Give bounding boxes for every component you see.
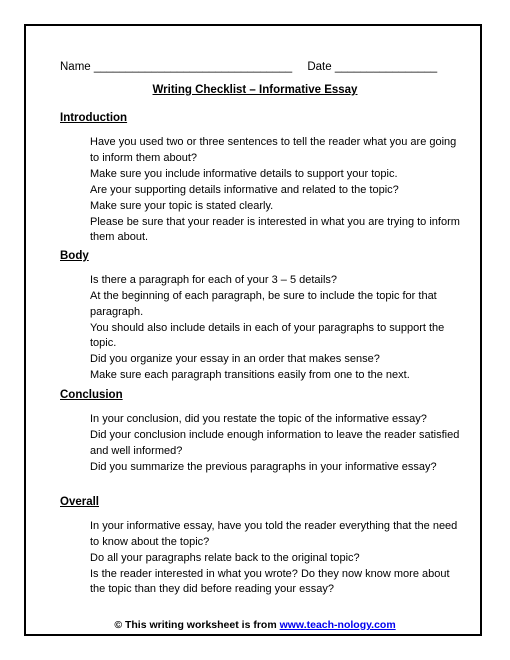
list-item: Are your supporting details informative and related to the topic? bbox=[90, 183, 399, 196]
list-item: Make sure each paragraph transitions easily from one to the next. bbox=[90, 369, 410, 381]
footer-credit bbox=[0, 619, 510, 631]
list-item: Have you used two or three sentences to tell the reader what you are going to inform them about? bbox=[90, 136, 457, 164]
section-heading-body: Body bbox=[60, 250, 89, 262]
list-item: Is the reader interested in what you wrote? Do they now know more about the topic than they did before reading your essay? bbox=[90, 567, 450, 595]
worksheet-title: Writing Checklist – Informative Essay bbox=[152, 84, 358, 96]
list-item: Make sure you include informative details to support your topic. bbox=[90, 167, 398, 180]
list-item: You should also include details in each of your paragraphs to support the topic. bbox=[90, 321, 445, 349]
section-heading-conclusion: Conclusion bbox=[60, 389, 123, 401]
footer-link[interactable]: www.teach-nology.com bbox=[279, 619, 396, 631]
name-date-row bbox=[60, 61, 437, 73]
conclusion-list bbox=[90, 412, 460, 476]
section-heading-introduction: Introduction bbox=[60, 112, 128, 124]
overall-list bbox=[90, 519, 460, 598]
body-list bbox=[90, 273, 460, 384]
footer-text: © This writing worksheet is from bbox=[114, 619, 280, 631]
list-item: Did you organize your essay in an order that makes sense? bbox=[90, 353, 380, 365]
list-item: In your informative essay, have you told the reader everything that the need to know about the topic? bbox=[90, 520, 458, 548]
list-item: In your conclusion, did you restate the topic of the informative essay? bbox=[90, 413, 427, 425]
date-field-label: Date ________________ bbox=[307, 61, 438, 73]
list-item: Do all your paragraphs relate back to the original topic? bbox=[90, 551, 360, 564]
list-item: Make sure your topic is stated clearly. bbox=[90, 199, 274, 212]
list-item: Did you summarize the previous paragraphs in your informative essay? bbox=[90, 460, 437, 473]
list-item: Is there a paragraph for each of your 3 – 5 details? bbox=[90, 274, 338, 286]
list-item: Did your conclusion include enough information to leave the reader satisfied and well informed? bbox=[90, 429, 460, 457]
section-heading-overall: Overall bbox=[60, 496, 99, 508]
list-item: At the beginning of each paragraph, be sure to include the topic for that paragraph. bbox=[90, 290, 437, 318]
name-field-label: Name _______________________________ bbox=[60, 61, 293, 73]
introduction-list bbox=[90, 135, 460, 246]
list-item: Please be sure that your reader is interested in what you are trying to inform them about. bbox=[90, 215, 460, 243]
